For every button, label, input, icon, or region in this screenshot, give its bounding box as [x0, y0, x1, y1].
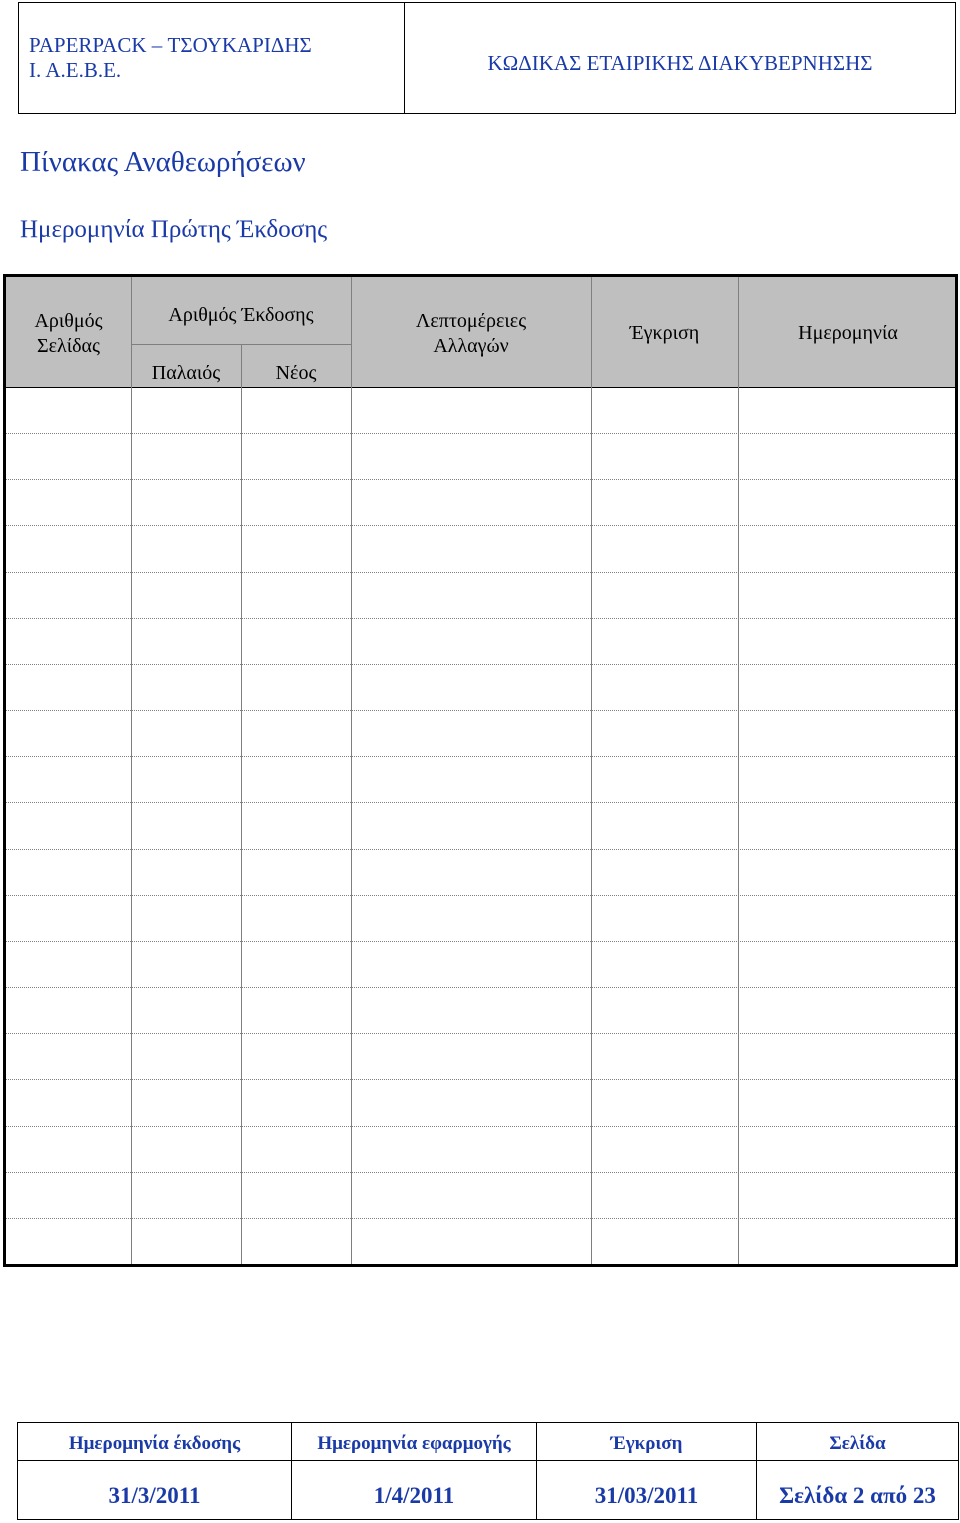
column-divider [591, 277, 592, 1264]
row-separator [6, 802, 955, 803]
row-separator [6, 525, 955, 526]
header-bottom-rule [6, 387, 955, 388]
header-issue-number: Αριθμός Έκδοσης [168, 304, 314, 326]
row-separator [6, 572, 955, 573]
column-divider [351, 277, 352, 1264]
company-suffix: Ι. Α.Ε.Β.Ε. [29, 58, 122, 82]
row-separator [6, 710, 955, 711]
row-separator [6, 664, 955, 665]
row-separator [6, 895, 955, 896]
footer-issue-date: 31/3/2011 [18, 1461, 292, 1519]
footer-page-label: Σελίδα [829, 1432, 886, 1454]
header-approval: Έγκριση [629, 322, 700, 344]
header-old: Παλαιός [151, 362, 221, 384]
header-page-number: Αριθμός Σελίδας [34, 310, 103, 357]
company-block [19, 3, 405, 113]
row-separator [6, 1033, 955, 1034]
document-header [18, 2, 956, 114]
header-new: Νέος [275, 362, 317, 384]
row-separator [6, 849, 955, 850]
row-separator [6, 987, 955, 988]
footer-header-row [18, 1423, 958, 1461]
header-date: Ημερομηνία [798, 322, 898, 344]
footer-approval-date: 31/03/2011 [537, 1461, 757, 1519]
column-divider [131, 277, 132, 1264]
row-separator [6, 1218, 955, 1219]
company-name: PAPERPACK – ΤΣΟΥΚΑΡΙΔΗΣ [29, 33, 312, 57]
footer-value-row [18, 1461, 958, 1519]
page-title: Πίνακας Αναθεωρήσεων [20, 146, 306, 178]
column-divider [738, 277, 739, 1264]
row-separator [6, 433, 955, 434]
footer-effective-date-label: Ημερομηνία εφαρμογής [292, 1423, 537, 1460]
row-separator [6, 479, 955, 480]
footer-table [17, 1422, 959, 1520]
row-separator [6, 941, 955, 942]
row-separator [6, 756, 955, 757]
first-issue-label: Ημερομηνία Πρώτης Έκδοσης [20, 216, 328, 243]
row-separator [6, 1079, 955, 1080]
document-title: ΚΩΔΙΚΑΣ ΕΤΑΙΡΙΚΗΣ ΔΙΑΚΥΒΕΡΝΗΣΗΣ [487, 50, 873, 75]
footer-approval-label: Έγκριση [537, 1423, 757, 1460]
revision-table [3, 274, 958, 1267]
footer-issue-date-label: Ημερομηνία έκδοσης [18, 1423, 292, 1460]
footer-effective-date: 1/4/2011 [292, 1461, 537, 1519]
row-separator [6, 1172, 955, 1173]
footer-page-number: Σελίδα 2 από 23 [779, 1483, 936, 1508]
header-change-details: Λεπτομέρειες Αλλαγών [415, 310, 527, 357]
row-separator [6, 618, 955, 619]
row-separator [6, 1126, 955, 1127]
